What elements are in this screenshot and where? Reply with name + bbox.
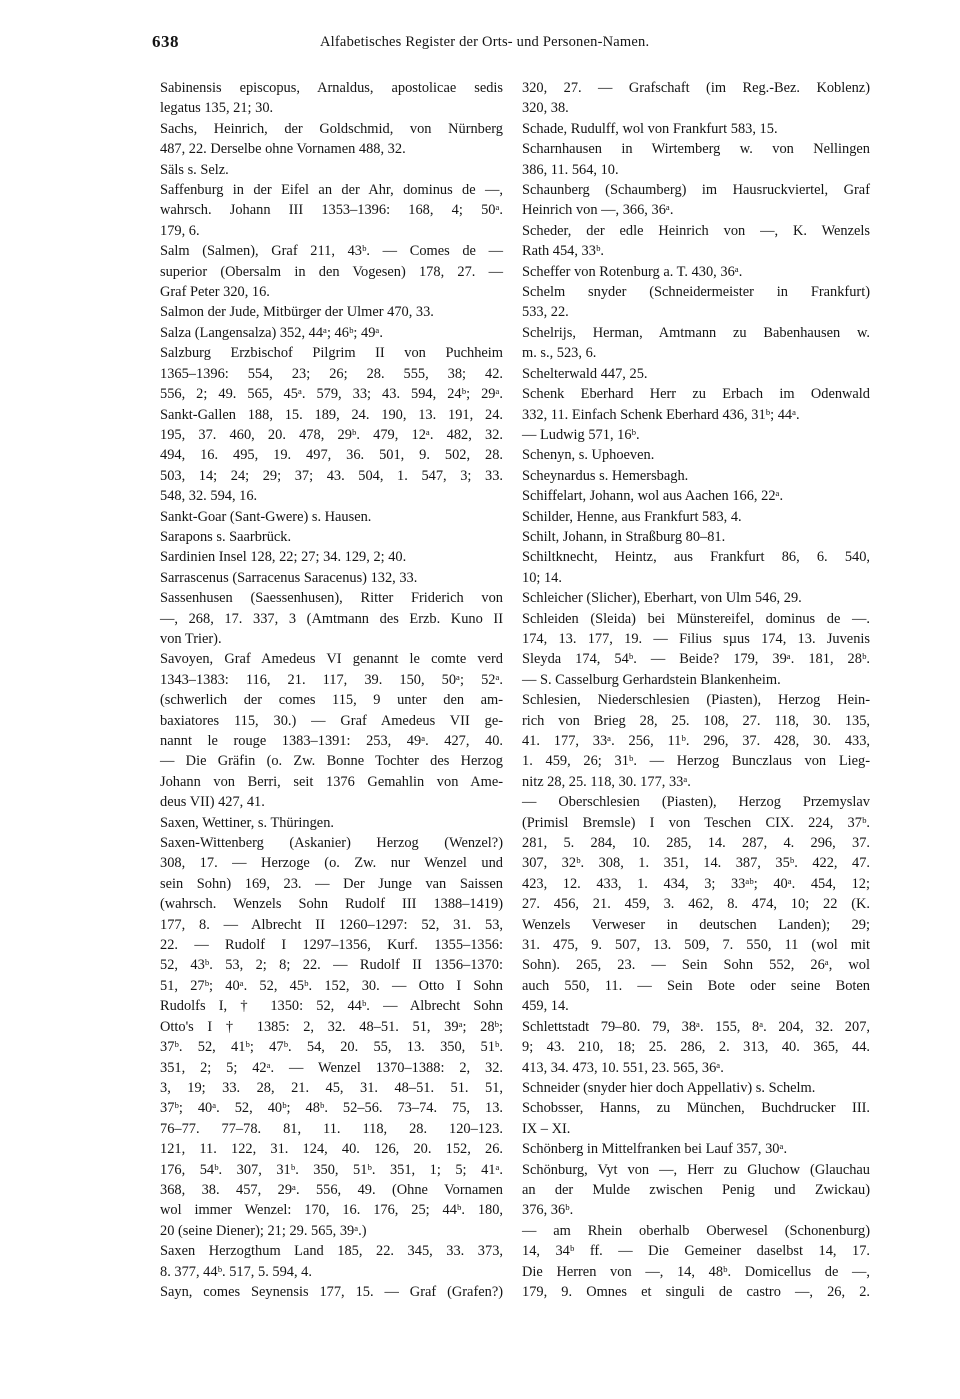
index-line: — Ludwig 571, 16ᵇ.	[522, 426, 640, 443]
index-line: 195, 37. 460, 20. 478, 29ᵇ. 479, 12ᵃ. 482, 32.	[160, 426, 503, 443]
index-line: 459, 14.	[522, 998, 569, 1015]
index-line: 320, 27. — Grafschaft (im Reg.-Bez. Koblenz)	[522, 80, 870, 96]
index-line: 494, 16. 495, 19. 497, 36. 501, 9. 502, 28.	[160, 447, 503, 464]
index-line: 27. 456, 21. 459, 3. 462, 8. 474, 10; 22 (K.	[522, 896, 870, 913]
index-line: Saxen Herzogthum Land 185, 22. 345, 33. 373,	[160, 1243, 503, 1260]
index-line: Saxen, Wettiner, s. Thüringen.	[160, 814, 334, 831]
index-line: 31. 475, 9. 507, 13. 509, 7. 550, 11 (wol mit	[522, 937, 870, 954]
index-line: Schilder, Henne, aus Frankfurt 583, 4.	[522, 508, 742, 525]
index-line: rich von Brieg 28, 25. 108, 27. 118, 30. 135,	[522, 712, 870, 729]
index-column-left	[160, 78, 503, 1302]
index-line: Schenyn, s. Uphoeven.	[522, 447, 655, 464]
index-line: 37ᵇ. 52, 41ᵇ; 47ᵇ. 54, 20. 55, 13. 350, 51ᵇ.	[160, 1039, 503, 1056]
index-line: 368, 38. 457, 29ᵃ. 556, 49. (Ohne Vornamen	[160, 1181, 503, 1198]
index-line: Schelm snyder (Schneidermeister in Frankfurt)	[522, 284, 870, 301]
index-line: Schönburg, Vyt von —, Herr zu Gluchow (Glauchau	[522, 1161, 870, 1178]
index-line: Graf Peter 320, 16.	[160, 284, 270, 301]
index-line: Saxen-Wittenberg (Askanier) Herzog (Wenzel?)	[160, 835, 503, 852]
index-line: 307, 32ᵇ. 308, 1. 351, 14. 387, 35ᵇ. 422, 47.	[522, 855, 870, 872]
index-line: 174, 13. 177, 19. — Filius sµus 174, 13. Juvenis	[522, 630, 870, 647]
index-line: 320, 38.	[522, 100, 569, 117]
page-number: 638	[152, 32, 179, 51]
index-line: Sarrascenus (Sarracenus Saracenus) 132, 33.	[160, 569, 418, 586]
index-line: m. s., 523, 6.	[522, 345, 597, 362]
index-line: 76–77. 77–78. 81, 11. 118, 28. 120–123.	[160, 1120, 503, 1137]
index-line: Die Herren von —, 14, 48ᵇ. Domicellus de —,	[522, 1263, 870, 1280]
index-line: Johann von Berri, seit 1376 Gemahlin von Ame-	[160, 773, 503, 790]
index-line: 179, 6.	[160, 222, 200, 239]
index-line: Säls s. Selz.	[160, 161, 229, 178]
index-line: — Oberschlesien (Piasten), Herzog Przemyslav	[522, 794, 870, 811]
index-line: wahrsch. Johann III 1353–1396: 168, 4; 50ᵃ.	[160, 202, 503, 219]
index-line: 10; 14.	[522, 569, 562, 586]
index-line: Salzburg Erzbischof Pilgrim II von Puchheim	[160, 345, 503, 362]
index-line: 487, 22. Derselbe ohne Vornamen 488, 32.	[160, 141, 406, 158]
index-line: auch 550, 11. — Sein Bote oder seine Boten	[522, 977, 870, 994]
index-line: Sleyda 174, 54ᵇ. — Beide? 179, 39ᵃ. 181, 28ᵇ.	[522, 651, 870, 668]
index-line: 376, 36ᵇ.	[522, 1202, 574, 1219]
index-line: 556, 2; 49. 565, 45ᵃ. 579, 33; 43. 594, 24ᵇ; 29ᵃ.	[160, 386, 503, 403]
index-line: 14, 34ᵇ ff. — Die Gemeiner daselbst 14, 17.	[522, 1243, 870, 1260]
index-line: 41. 177, 33ᵃ. 256, 11ᵇ. 296, 37. 428, 30. 433,	[522, 733, 870, 749]
index-line: Salza (Langensalza) 352, 44ᵃ; 46ᵇ; 49ᵃ.	[160, 324, 383, 341]
index-line: (schwerlich der comes 115, 9 unter den am-	[160, 692, 503, 709]
index-line: 9; 43. 210, 18; 25. 286, 2. 313, 40. 365, 44.	[522, 1039, 870, 1056]
index-line: Schade, Rudulff, wol von Frankfurt 583, 15.	[522, 120, 778, 137]
index-line: Savoyen, Graf Amedeus VI genannt le comte verd	[160, 651, 503, 668]
index-line: Schelterwald 447, 25.	[522, 365, 648, 382]
index-line: — am Rhein oberhalb Oberwesel (Schonenburg)	[522, 1222, 870, 1239]
index-line: Scharnhausen in Wirtemberg w. von Nellingen	[522, 141, 870, 158]
index-line: Schiltknecht, Heintz, aus Frankfurt 86, 6. 540,	[522, 549, 870, 566]
index-line: 413, 34. 473, 10. 551, 23. 565, 36ᵃ.	[522, 1059, 724, 1076]
index-line: 281, 5. 284, 10. 285, 14. 287, 4. 296, 37.	[522, 835, 870, 852]
index-line: baxiatores 115, 30.) — Graf Amedeus VII ge-	[160, 712, 503, 729]
index-line: 177, 8. — Albrecht II 1260–1297: 52, 31. 53,	[160, 916, 503, 933]
index-line: 1365–1396: 554, 23; 26; 28. 555, 38; 42.	[160, 365, 503, 382]
index-line: Sabinensis episcopus, Arnaldus, apostolicae sedis	[160, 80, 503, 96]
index-line: Schenk Eberhard Herr zu Erbach im Odenwald	[522, 386, 870, 403]
index-line: 351, 2; 5; 42ᵃ. — Wenzel 1370–1388: 2, 32.	[160, 1059, 503, 1076]
index-line: Schleicher (Slicher), Eberhart, von Ulm 546, 29.	[522, 590, 802, 607]
index-line: Schlesien, Niederschlesien (Piasten), Herzog Hein-	[522, 692, 870, 709]
index-line: 423, 12. 433, 1. 434, 3; 33ᵃᵇ; 40ᵃ. 454, 12;	[522, 875, 870, 892]
index-line: — S. Casselburg Gerhardstein Blankenheim.	[522, 671, 781, 688]
index-line: nitz 28, 25. 118, 30. 177, 33ᵃ.	[522, 773, 691, 790]
running-title: Alfabetisches Register der Orts- und Personen-Namen.	[320, 34, 650, 50]
index-line: Salmon der Jude, Mitbürger der Ulmer 470, 33.	[160, 304, 434, 321]
index-line: 8. 377, 44ᵇ. 517, 5. 594, 4.	[160, 1263, 312, 1280]
index-line: Rath 454, 33ᵇ.	[522, 243, 605, 260]
index-line: Sachs, Heinrich, der Goldschmid, von Nürnberg	[160, 120, 503, 137]
index-line: 176, 54ᵇ. 307, 31ᵇ. 350, 51ᵇ. 351, 1; 5; 41ᵃ.	[160, 1161, 503, 1178]
index-line: Schilt, Johann, in Straßburg 80–81.	[522, 528, 726, 545]
index-line: Scheynardus s. Hemersbagh.	[522, 467, 689, 484]
index-line: Schleiden (Sleida) bei Münstereifel, dominus de —.	[522, 610, 870, 627]
running-header	[152, 32, 868, 56]
index-line: 52, 43ᵇ. 53, 2; 8; 22. — Rudolf II 1356–1370:	[160, 957, 503, 974]
index-line: an der Mulde zwischen Penig und Zwickau)	[522, 1181, 870, 1198]
index-line: Schobsser, Hanns, zu München, Buchdrucker III.	[522, 1100, 870, 1117]
index-line: —, 268, 17. 337, 3 (Amtmann des Erzb. Kuno II	[160, 610, 503, 627]
index-line: Saffenburg in der Eifel an der Ahr, dominus de —,	[160, 182, 503, 199]
index-line: Sohn). 265, 23. — Sein Sohn 552, 26ᵃ, wol	[522, 957, 870, 974]
index-line: 3, 19; 33. 28, 21. 45, 31. 48–51. 51. 51,	[160, 1079, 503, 1096]
index-line: (Primisl Bremsle) I von Teschen CIX. 224, 37ᵇ.	[522, 814, 870, 831]
index-line: sein Sohn) 169, 23. — Der Junge van Saissen	[160, 875, 503, 892]
index-line: 121, 11. 122, 31. 124, 40. 126, 20. 152, 26.	[160, 1141, 503, 1158]
index-line: Wenzels Verweser in deutschen Landen); 29;	[522, 916, 870, 933]
index-line: 548, 32. 594, 16.	[160, 488, 258, 505]
index-line: nannt le rouge 1383–1391: 253, 49ᵃ. 427, 40.	[160, 733, 503, 749]
index-line: Schneider (snyder hier doch Appellativ) s. Schelm.	[522, 1079, 816, 1096]
index-line: Sassenhusen (Saessenhusen), Ritter Friderich von	[160, 590, 503, 607]
index-line: Sankt-Goar (Sant-Gwere) s. Hausen.	[160, 508, 372, 525]
index-line: 503, 14; 24; 29; 37; 43. 504, 1. 547, 3; 33.	[160, 467, 503, 484]
index-line: Sardinien Insel 128, 22; 27; 34. 129, 2; 40.	[160, 549, 407, 566]
index-line: Salm (Salmen), Graf 211, 43ᵇ. — Comes de —	[160, 243, 503, 260]
index-line: 1. 459, 26; 31ᵇ. — Herzog Bunczlaus von Lieg-	[522, 753, 870, 770]
index-line: 22. — Rudolf I 1297–1356, Kurf. 1355–1356:	[160, 937, 503, 954]
index-line: Schönberg in Mittelfranken bei Lauf 357, 30ᵃ.	[522, 1141, 788, 1158]
index-line: Schlettstadt 79–80. 79, 38ᵃ. 155, 8ᵃ. 204, 32. 207,	[522, 1018, 870, 1035]
index-line: 37ᵇ; 40ᵃ. 52, 40ᵇ; 48ᵇ. 52–56. 73–74. 75, 13.	[160, 1100, 503, 1117]
index-line: IX – XI.	[522, 1120, 571, 1137]
index-line: 51, 27ᵇ; 40ᵃ. 52, 45ᵇ. 152, 30. — Otto I Sohn	[160, 977, 503, 994]
index-line: 179, 9. Omnes et singuli de castro —, 26, 2.	[522, 1283, 870, 1300]
index-line: deus VII) 427, 41.	[160, 794, 265, 811]
index-line: Schelrijs, Herman, Amtmann zu Babenhausen w.	[522, 324, 870, 341]
index-line: legatus 135, 21; 30.	[160, 100, 274, 117]
index-line: Heinrich von —, 366, 36ᵃ.	[522, 202, 674, 219]
index-line: (wahrsch. Wenzels Sohn Rudolf III 1388–1419)	[160, 896, 503, 913]
index-line: 308, 17. — Herzoge (o. Zw. nur Wenzel und	[160, 855, 503, 872]
index-column-right	[522, 78, 870, 1302]
index-line: superior (Obersalm in den Vogesen) 178, 27. —	[160, 263, 503, 280]
index-line: von Trier).	[160, 630, 222, 647]
index-line: Rudolfs I, † 1350: 52, 44ᵇ. — Albrecht Sohn	[160, 998, 503, 1015]
index-line: Sayn, comes Seynensis 177, 15. — Graf (Grafen?)	[160, 1283, 503, 1300]
index-line: Scheder, der edle Heinrich von —, K. Wenzels	[522, 222, 870, 239]
index-line: 332, 11. Einfach Schenk Eberhard 436, 31ᵇ; 44ᵃ.	[522, 406, 800, 423]
index-line: 20 (seine Diener); 21; 29. 565, 39ᵃ.)	[160, 1222, 367, 1239]
index-line: 386, 11. 564, 10.	[522, 161, 619, 178]
index-line: Scheffer von Rotenburg a. T. 430, 36ᵃ.	[522, 263, 743, 280]
index-line: 533, 22.	[522, 304, 569, 321]
index-line: Schaunberg (Schaumberg) im Hausruckviertel, Graf	[522, 182, 870, 199]
index-line: wol immer Wenzel: 170, 16. 176, 25; 44ᵇ. 180,	[160, 1202, 503, 1219]
index-line: Schiffelart, Johann, wol aus Aachen 166, 22ᵃ.	[522, 488, 784, 505]
index-line: Otto's I † 1385: 2, 32. 48–51. 51, 39ᵃ; 28ᵇ;	[160, 1018, 503, 1035]
index-line: Sankt-Gallen 188, 15. 189, 24. 190, 13. 191, 24.	[160, 406, 503, 423]
index-line: 1343–1383: 116, 21. 117, 39. 150, 50ᵃ; 52ᵃ.	[160, 671, 503, 688]
index-line: Sarapons s. Saarbrück.	[160, 528, 292, 545]
index-line: — Die Gräfin (o. Zw. Bonne Tochter des Herzog	[160, 753, 503, 770]
